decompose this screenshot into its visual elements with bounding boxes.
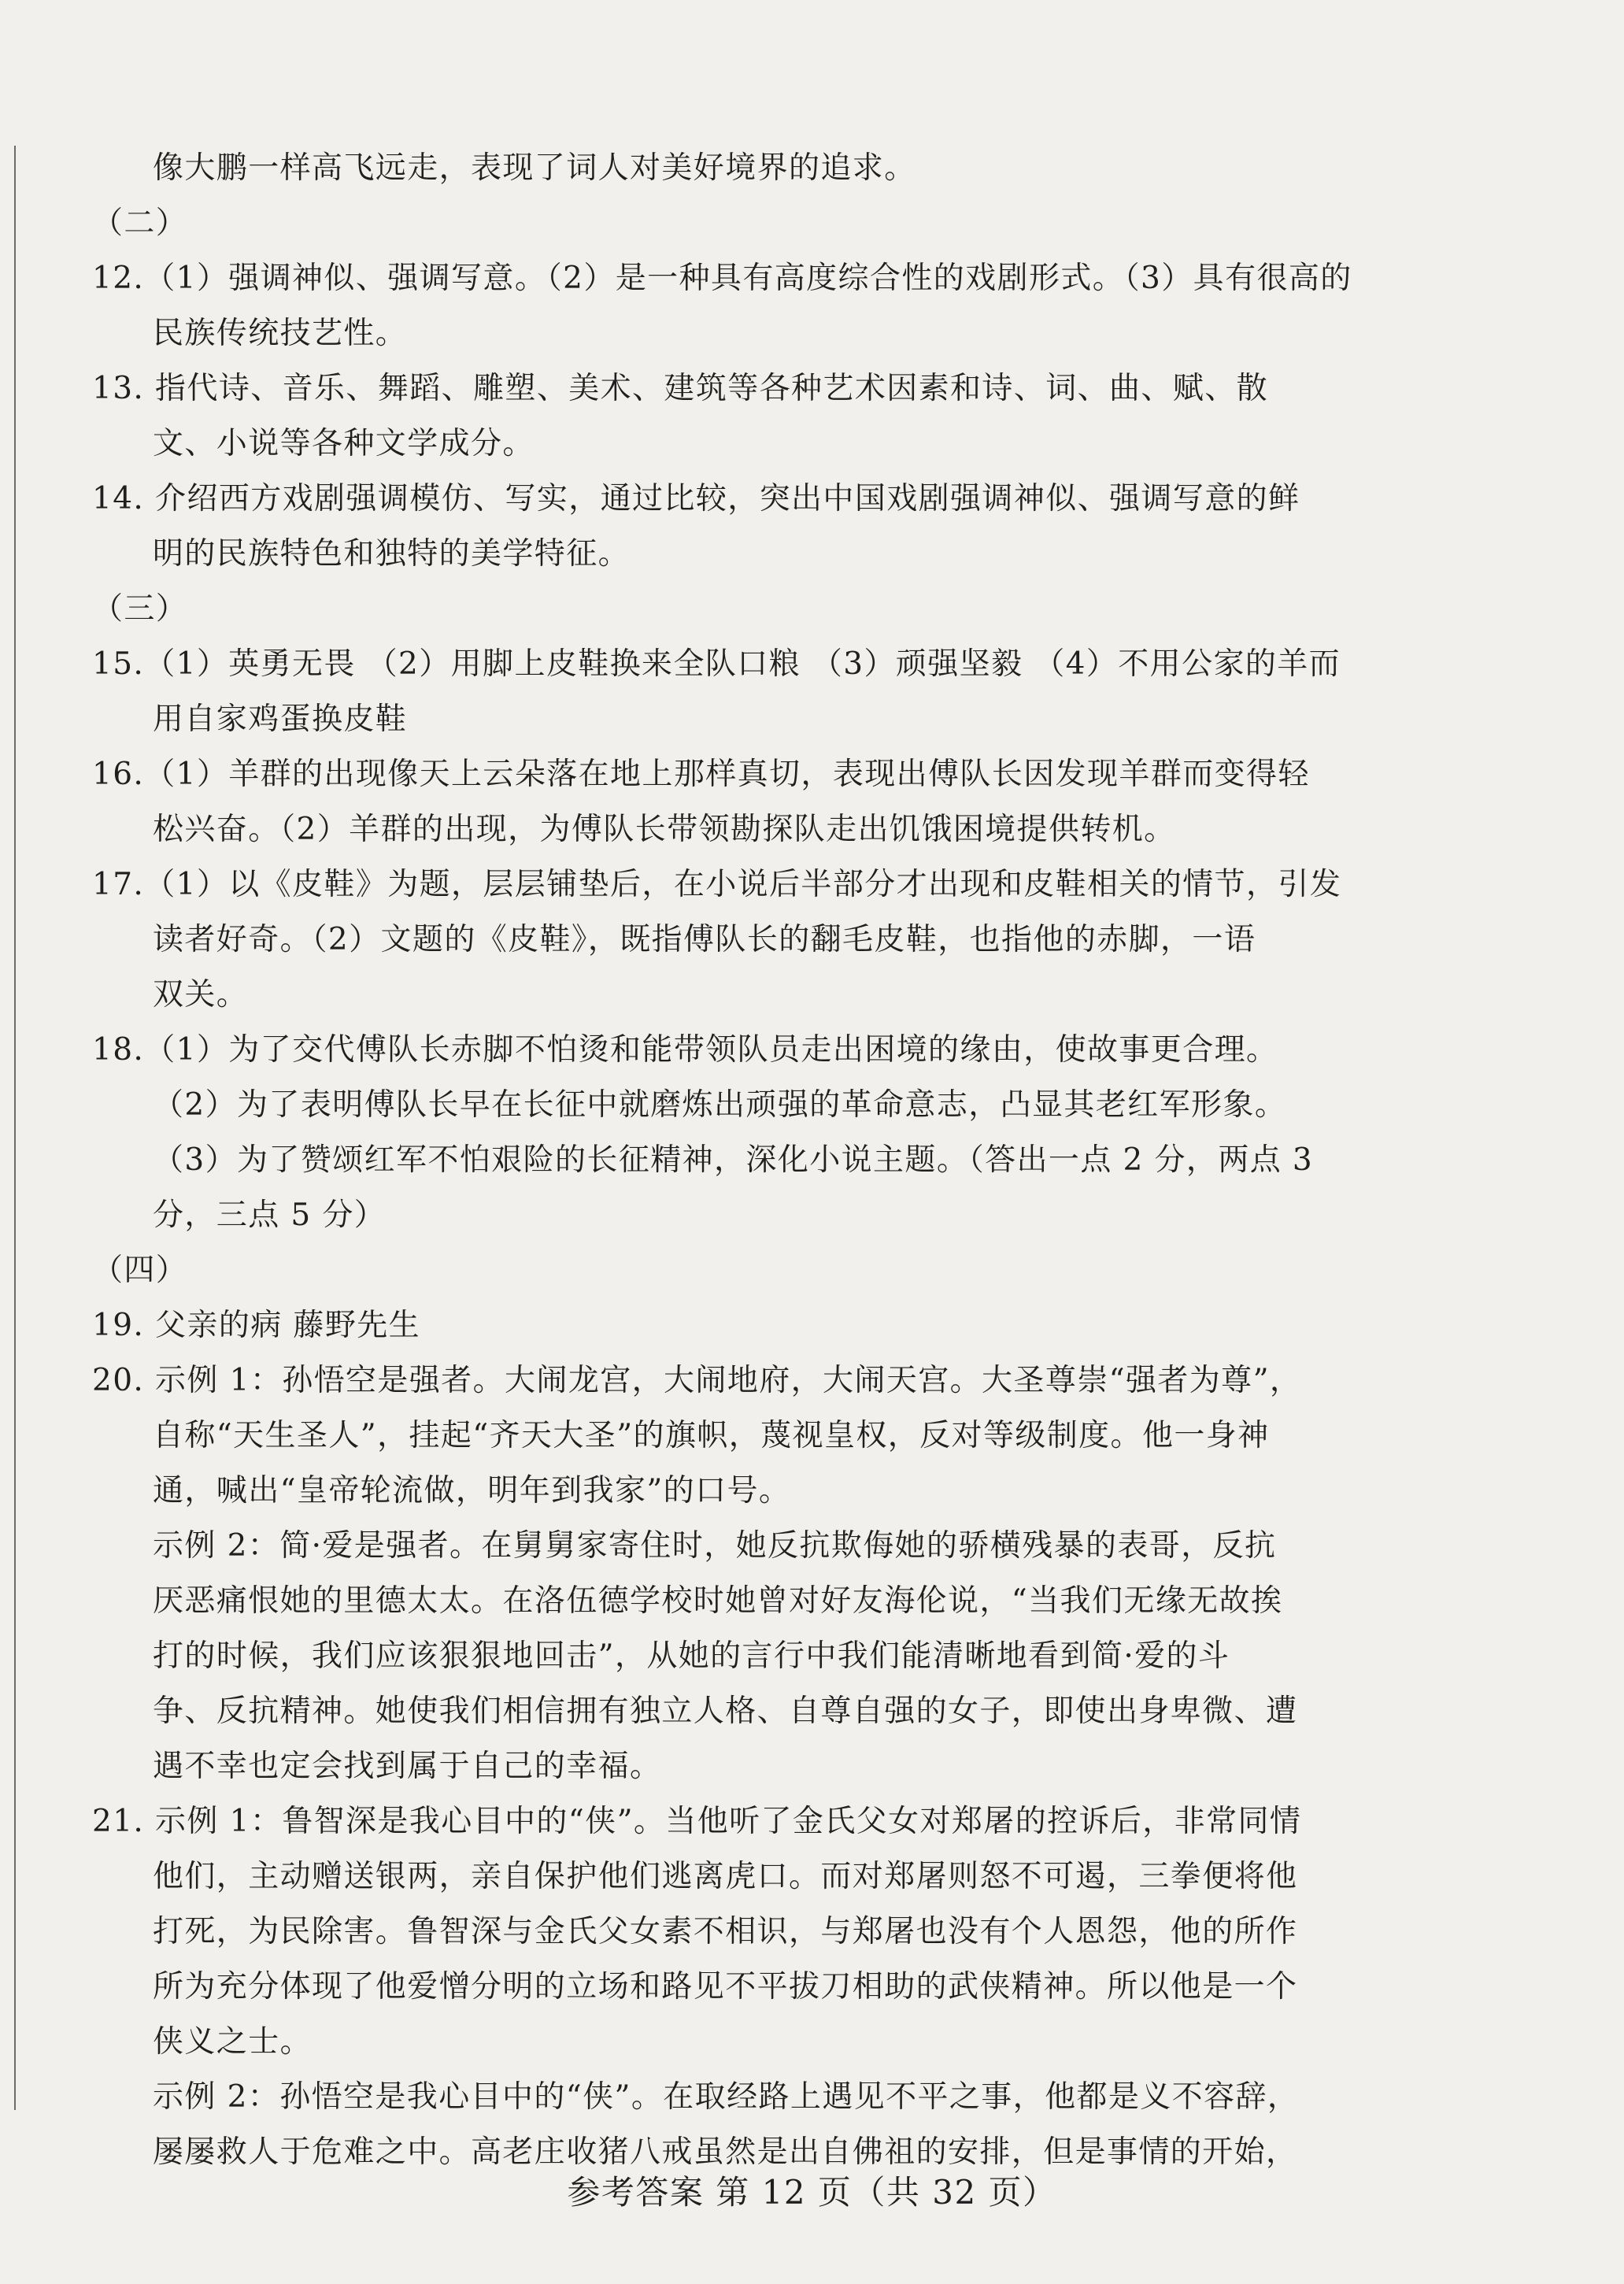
answer-15-line-2: 用自家鸡蛋换皮鞋 <box>153 701 408 737</box>
answer-20-line-2: 自称“天生圣人”，挂起“齐天大圣”的旗帜，蔑视皇权，反对等级制度。他一身神 <box>153 1418 1270 1453</box>
answer-20-line-1: 20. 示例 1：孙悟空是强者。大闹龙宫，大闹地府，大闹天宫。大圣尊崇“强者为尊”， <box>92 1363 1302 1398</box>
answer-21-line-4: 所为充分体现了他爱憎分明的立场和路见不平拔刀相助的武侠精神。所以他是一个 <box>153 1969 1298 2005</box>
answer-21-line-3: 打死，为民除害。鲁智深与金氏父女素不相识，与郑屠也没有个人恩怨，他的所作 <box>153 1914 1298 1949</box>
answer-18-line-3: （3）为了赞颂红军不怕艰险的长征精神，深化小说主题。（答出一点 2 分，两点 3 <box>153 1142 1314 1178</box>
answer-16-line-2: 松兴奋。（2）羊群的出现，为傅队长带领勘探队走出饥饿困境提供转机。 <box>153 812 1176 847</box>
answer-20-line-6: 打的时候，我们应该狠狠地回击”，从她的言行中我们能清晰地看到简·爱的斗 <box>153 1638 1230 1674</box>
answer-16-line-1: 16.（1）羊群的出现像天上云朵落在地上那样真切，表现出傅队长因发现羊群而变得轻 <box>92 757 1310 792</box>
answer-20-line-4: 示例 2：简·爱是强者。在舅舅家寄住时，她反抗欺侮她的骄横残暴的表哥，反抗 <box>153 1528 1277 1564</box>
answer-19-line-1: 19. 父亲的病 藤野先生 <box>92 1308 421 1343</box>
section-heading-2: （二） <box>92 205 188 241</box>
answer-18-line-1: 18.（1）为了交代傅队长赤脚不怕烫和能带领队员走出困境的缘由，使故事更合理。 <box>92 1032 1278 1068</box>
answer-15-line-1: 15.（1）英勇无畏 （2）用脚上皮鞋换来全队口粮 （3）顽强坚毅 （4）不用公家的羊而 <box>92 646 1341 682</box>
answer-20-line-7: 争、反抗精神。她使我们相信拥有独立人格、自尊自强的女子，即使出身卑微、遭 <box>153 1694 1298 1729</box>
answer-18-line-2: （2）为了表明傅队长早在长征中就磨炼出顽强的革命意志，凸显其老红军形象。 <box>153 1087 1287 1123</box>
answer-12-line-2: 民族传统技艺性。 <box>153 316 408 351</box>
answer-13-line-2: 文、小说等各种文学成分。 <box>153 426 535 461</box>
answer-17-line-2: 读者好奇。（2）文题的《皮鞋》，既指傅队长的翻毛皮鞋，也指他的赤脚，一语 <box>153 922 1256 957</box>
answer-12-line-1: 12.（1）强调神似、强调写意。（2）是一种具有高度综合性的戏剧形式。（3）具有很高的 <box>92 261 1352 296</box>
answer-17-line-1: 17.（1）以《皮鞋》为题，层层铺垫后，在小说后半部分才出现和皮鞋相关的情节，引发 <box>92 867 1342 902</box>
answer-20-line-3: 通，喊出“皇帝轮流做，明年到我家”的口号。 <box>153 1473 791 1508</box>
answer-18-line-4: 分，三点 5 分） <box>153 1198 387 1233</box>
answer-20-line-8: 遇不幸也定会找到属于自己的幸福。 <box>153 1749 662 1784</box>
answer-21-line-1: 21. 示例 1：鲁智深是我心目中的“侠”。当他听了金氏父女对郑屠的控诉后，非常同情 <box>92 1804 1302 1839</box>
answer-21-line-6: 示例 2：孙悟空是我心目中的“侠”。在取经路上遇见不平之事，他都是义不容辞， <box>153 2079 1300 2115</box>
answer-17-line-3: 双关。 <box>153 977 249 1012</box>
answer-21-line-5: 侠义之士。 <box>153 2024 313 2060</box>
page-footer: 参考答案 第 12 页（共 32 页） <box>567 2173 1057 2212</box>
answer-13-line-1: 13. 指代诗、音乐、舞蹈、雕塑、美术、建筑等各种艺术因素和诗、词、曲、赋、散 <box>92 371 1269 406</box>
answer-20-line-5: 厌恶痛恨她的里德太太。在洛伍德学校时她曾对好友海伦说，“当我们无缘无故挨 <box>153 1583 1283 1619</box>
section-heading-3: （三） <box>92 591 188 627</box>
answer-21-line-7: 屡屡救人于危难之中。高老庄收猪八戒虽然是出自佛祖的安排，但是事情的开始， <box>153 2134 1298 2170</box>
section-heading-4: （四） <box>92 1253 188 1288</box>
answer-14-line-2: 明的民族特色和独特的美学特征。 <box>153 536 631 572</box>
answer-14-line-1: 14. 介绍西方戏剧强调模仿、写实，通过比较，突出中国戏剧强调神似、强调写意的鲜 <box>92 481 1300 516</box>
text-line-1: 像大鹏一样高飞远走，表现了词人对美好境界的追求。 <box>153 150 916 186</box>
answer-21-line-2: 他们，主动赠送银两，亲自保护他们逃离虎口。而对郑屠则怒不可遏，三拳便将他 <box>153 1859 1298 1894</box>
